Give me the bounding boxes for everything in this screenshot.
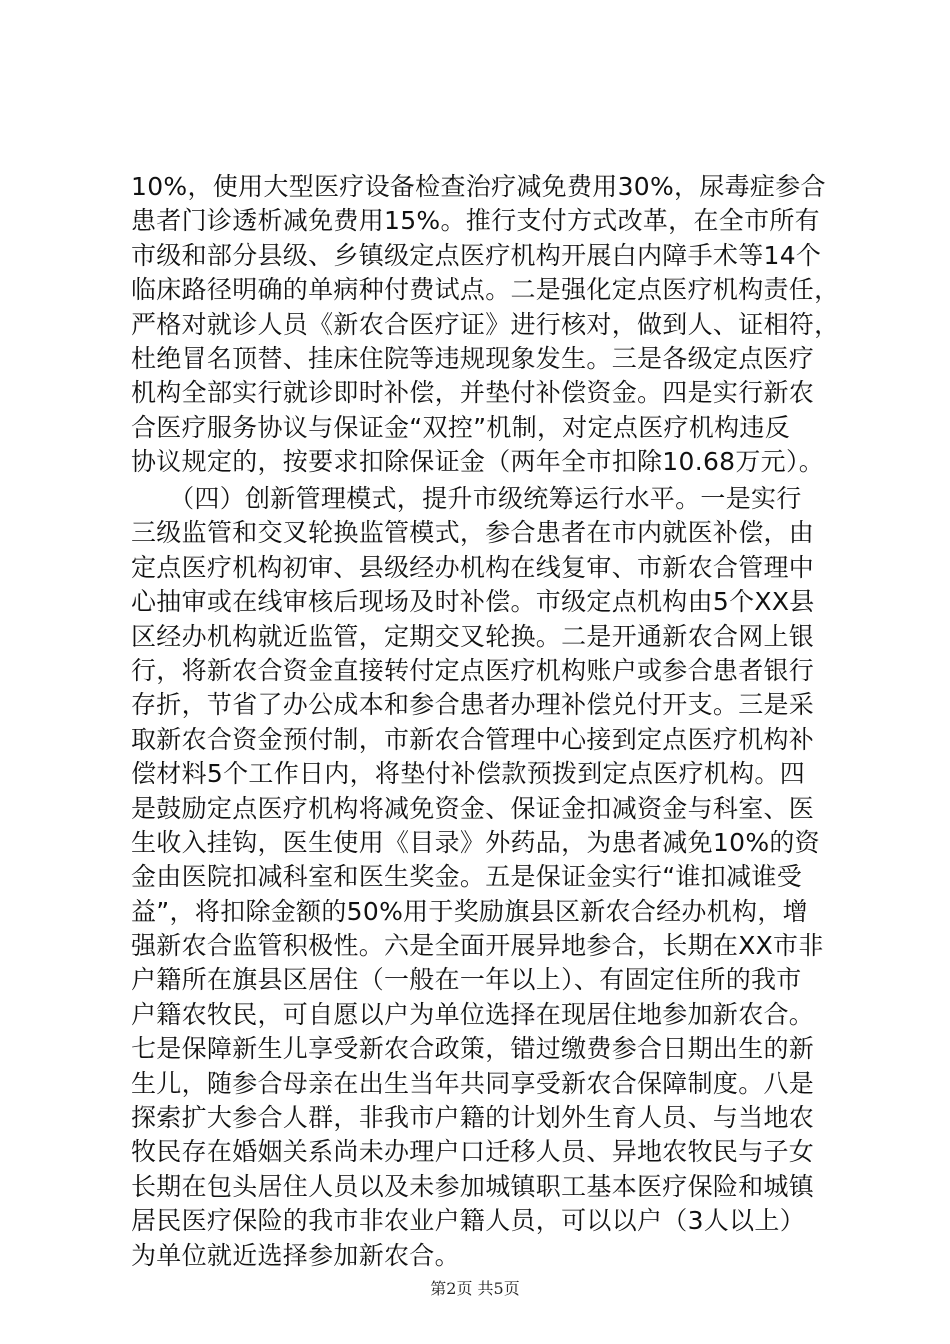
paragraph-1 [131,170,840,480]
paragraph-line: 益”，将扣除金额的50%用于奖励旗县区新农合经办机构，增 [131,896,808,926]
paragraph-line: 杜绝冒名顶替、挂床住院等违规现象发生。三是各级定点医疗 [131,343,815,373]
paragraph-line: 存折，节省了办公成本和参合患者办理补偿兑付开支。三是采 [131,690,815,720]
paragraph-line: 心抽审或在线审核后现场及时补偿。市级定点机构由5个XX县 [131,587,815,617]
paragraph-line: 居民医疗保险的我市非农业户籍人员，可以以户（3人以上） [131,1206,806,1236]
paragraph-line: 患者门诊透析减免费用15%。推行支付方式改革，在全市所有 [131,206,820,236]
paragraph-2 [131,482,831,1273]
paragraph-line: 七是保障新生儿享受新农合政策，错过缴费参合日期出生的新 [131,1034,815,1064]
paragraph-line: 探索扩大参合人群，非我市户籍的计划外生育人员、与当地农 [131,1103,815,1133]
paragraph-line: （四）创新管理模式，提升市级统筹运行水平。一是实行 [131,484,802,513]
paragraph-line: 临床路径明确的单病种付费试点。二是强化定点医疗机构责任， [131,275,840,305]
paragraph-line: 户籍农牧民，可自愿以户为单位选择在现居住地参加新农合。 [131,999,815,1029]
paragraph-line: 是鼓励定点医疗机构将减免资金、保证金扣减资金与科室、医 [131,793,815,823]
paragraph-line: 定点医疗机构初审、县级经办机构在线复审、市新农合管理中 [131,552,815,582]
paragraph-line: 合医疗服务协议与保证金“双控”机制，对定点医疗机构违反 [131,412,791,442]
paragraph-line: 区经办机构就近监管，定期交叉轮换。二是开通新农合网上银 [131,621,815,651]
paragraph-line: 严格对就诊人员《新农合医疗证》进行核对，做到人、证相符， [131,309,840,339]
paragraph-line: 长期在包头居住人员以及未参加城镇职工基本医疗保险和城镇 [131,1171,815,1201]
paragraph-line: 牧民存在婚姻关系尚未办理户口迁移人员、异地农牧民与子女 [131,1137,815,1167]
paragraph-line: 协议规定的，按要求扣除保证金（两年全市扣除10.68万元）。 [131,447,825,477]
paragraph-line: 机构全部实行就诊即时补偿，并垫付补偿资金。四是实行新农 [131,378,815,408]
paragraph-line: 户籍所在旗县区居住（一般在一年以上）、有固定住所的我市 [131,965,802,995]
paragraph-line: 偿材料5个工作日内，将垫付补偿款预拨到定点医疗机构。四 [131,759,806,789]
page-number-footer: 第2页 共5页 [430,1279,520,1298]
paragraph-line: 为单位就近选择参加新农合。 [131,1240,460,1270]
paragraph-line: 三级监管和交叉轮换监管模式，参合患者在市内就医补偿，由 [131,518,815,548]
paragraph-line: 10%，使用大型医疗设备检查治疗减免费用30%，尿毒症参合 [131,172,826,201]
paragraph-line: 市级和部分县级、乡镇级定点医疗机构开展白内障手术等14个 [131,240,822,270]
paragraph-line: 生收入挂钩，医生使用《目录》外药品，为患者减免10%的资 [131,827,820,857]
paragraph-line: 行，将新农合资金直接转付定点医疗机构账户或参合患者银行 [131,655,815,685]
paragraph-line: 强新农合监管积极性。六是全面开展异地参合，长期在XX市非 [131,931,824,961]
paragraph-line: 金由医院扣减科室和医生奖金。五是保证金实行“谁扣减谁受 [131,862,803,892]
paragraph-line: 生儿，随参合母亲在出生当年共同享受新农合保障制度。八是 [131,1068,815,1098]
paragraph-line: 取新农合资金预付制，市新农合管理中心接到定点医疗机构补 [131,724,815,754]
